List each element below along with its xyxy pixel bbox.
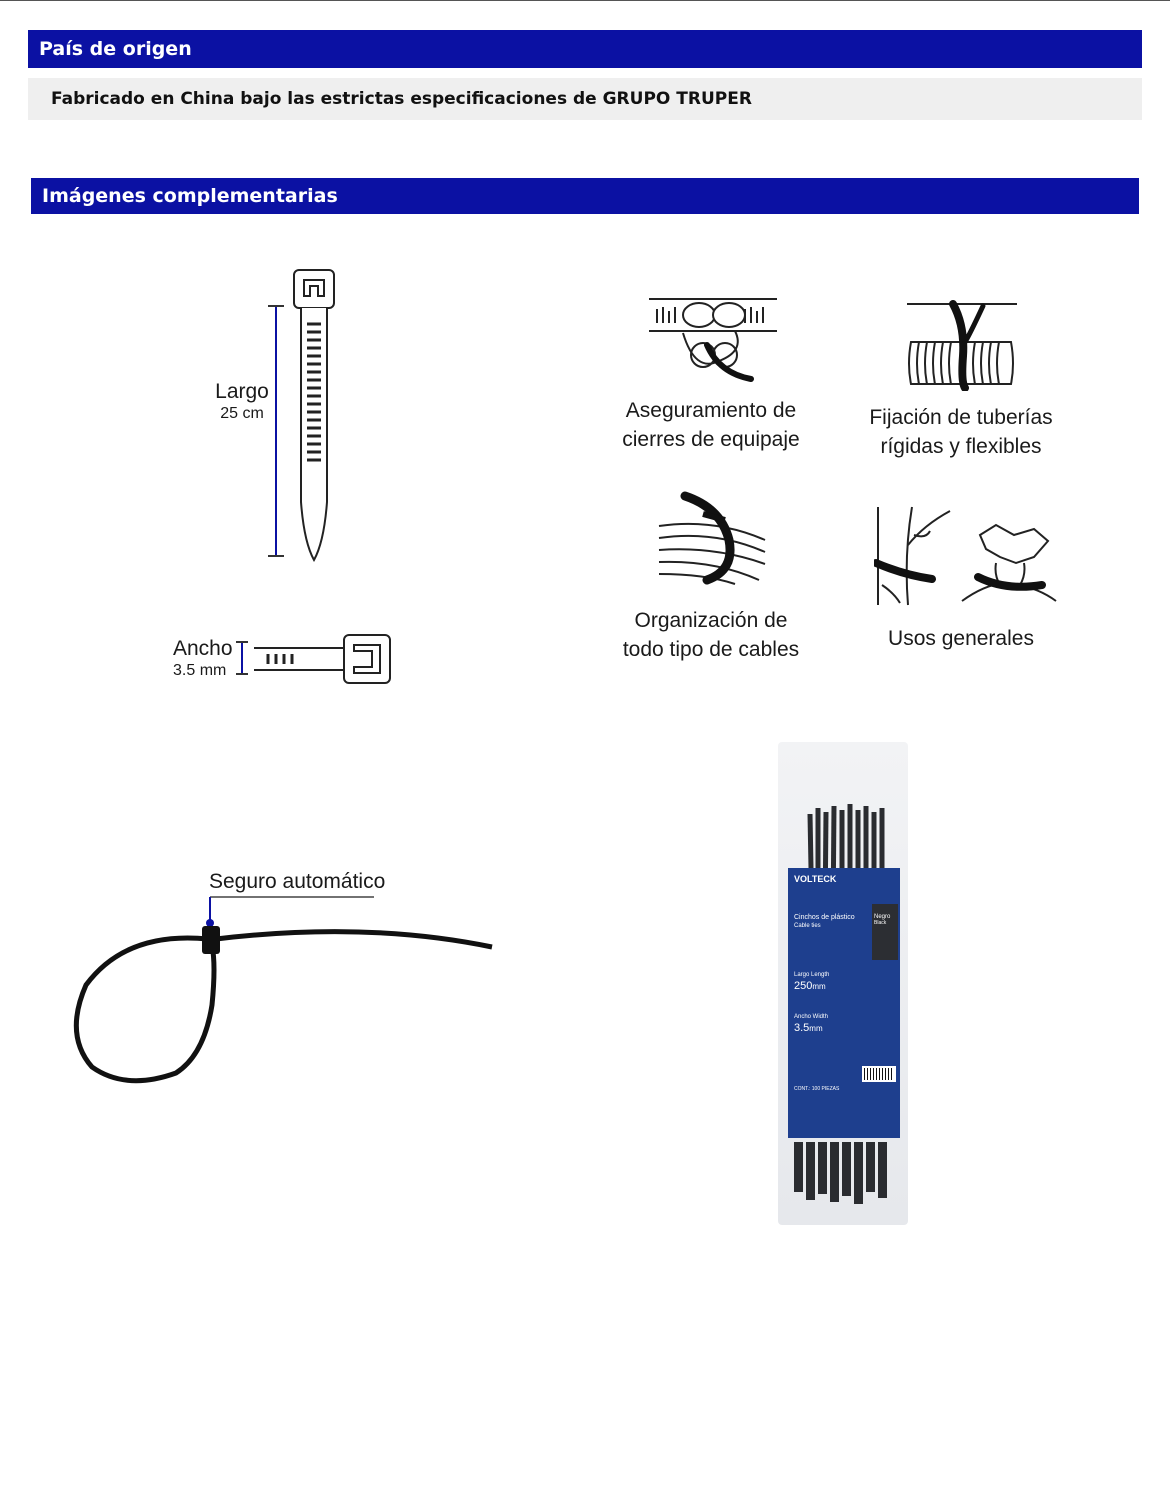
color-en: Black	[874, 920, 887, 926]
label-line: Organización de	[634, 609, 788, 632]
color-es: Negro	[874, 914, 891, 920]
package-label-card	[788, 868, 900, 1138]
pipe-icon	[905, 296, 1020, 391]
label-line: rígidas y flexibles	[880, 435, 1042, 458]
use-pipe-label	[851, 403, 1071, 461]
label-line: cierres de equipaje	[622, 428, 800, 451]
top-border	[0, 0, 1170, 1]
width-spec-label: Ancho Width	[794, 1014, 829, 1020]
cable-bundle-icon	[655, 490, 770, 585]
section-header-images	[31, 178, 1139, 214]
color-swatch	[872, 904, 898, 960]
brand-logo: VOLTECK	[794, 874, 837, 884]
length-spec-unit: mm	[812, 982, 826, 991]
width-spec-value: 3.5	[794, 1022, 810, 1034]
product-name-en: Cable ties	[794, 923, 821, 929]
luggage-zipper-icon	[645, 293, 780, 388]
plant-bag-icon	[874, 505, 1059, 608]
length-label: Largo	[215, 380, 269, 403]
width-spec-unit: mm	[809, 1024, 823, 1033]
product-name-es: Cinchos de plástico	[794, 914, 855, 921]
length-value: 25 cm	[220, 405, 264, 422]
label-line: todo tipo de cables	[622, 638, 800, 661]
length-spec	[794, 980, 826, 992]
cable-tie-width-diagram	[232, 632, 397, 688]
label-line: Fijación de tuberías	[869, 406, 1053, 429]
length-spec-label: Largo Length	[794, 972, 830, 978]
origin-info-row	[28, 78, 1142, 120]
length-spec-value: 250	[794, 980, 813, 992]
use-luggage-label	[601, 396, 821, 454]
width-spec	[794, 1022, 823, 1034]
package-photo	[778, 742, 908, 1225]
width-label: Ancho	[173, 637, 233, 660]
label-line: Usos generales	[888, 627, 1034, 650]
use-general-label	[851, 624, 1071, 653]
section-header-origin	[28, 30, 1142, 68]
barcode	[862, 1066, 896, 1082]
automatic-lock-label: Seguro automático	[209, 870, 386, 893]
section-title: Imágenes complementarias	[42, 185, 338, 207]
label-line: Aseguramiento de	[625, 399, 797, 422]
cable-ties-bundle-bottom	[788, 1138, 900, 1218]
width-value: 3.5 mm	[173, 662, 227, 679]
origin-text: Fabricado en China bajo las estrictas especificaciones de GRUPO TRUPER	[51, 89, 752, 109]
looped-cable-tie-illustration	[66, 895, 498, 1087]
use-cables-label	[601, 606, 821, 664]
package-count: CONT.: 100 PIEZAS	[794, 1086, 840, 1092]
section-title: País de origen	[39, 38, 192, 60]
